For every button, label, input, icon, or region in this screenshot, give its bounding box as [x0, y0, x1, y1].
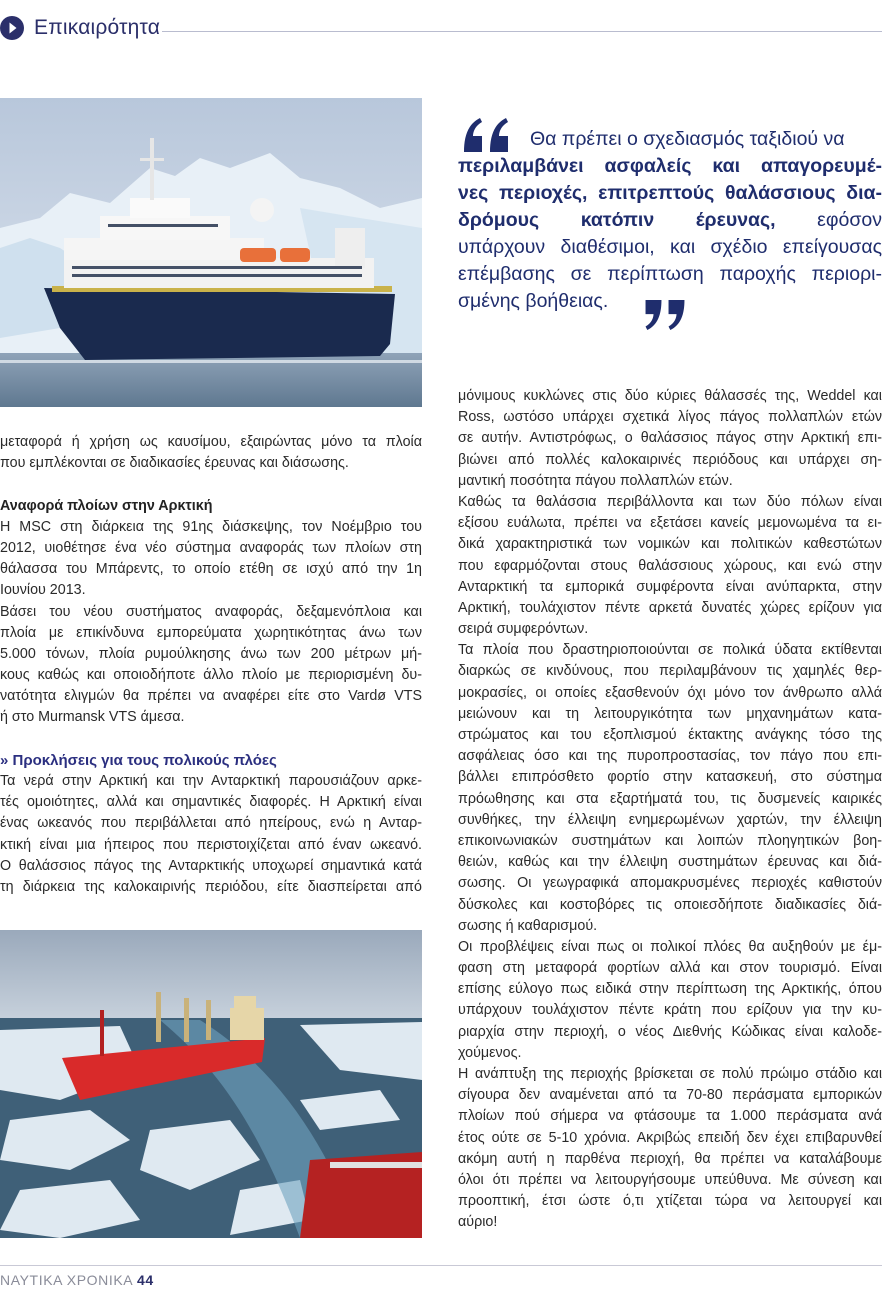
footer [0, 1272, 154, 1288]
text-line: τη διάρκεια της καλοκαιρινής περιόδου, είτε διασπείρεται από [0, 878, 422, 895]
footer-rule [0, 1265, 882, 1266]
pull-quote [458, 112, 882, 342]
page-number: 44 [136, 1272, 154, 1288]
text-line: μαντική ποσότητα πάγου πολλαπλών ετών. [458, 472, 733, 489]
text-line: ασφάλειας όσο και της πυροπροστασίας, τον πάγο που επι- [458, 748, 882, 765]
text-line: Τα νερά στην Αρκτική και την Ανταρκτική παρουσιάζουν αρκε- [0, 773, 422, 789]
text-line: υπάρχουν τουλάχιστον πέντε κράτη που ερίζουν για την κυ- [458, 1002, 882, 1019]
quote-line: περιλαμβάνει ασφαλείς και απαγορευμέ- [458, 155, 882, 177]
text-line: 5.000 τόνων, πλοία ρυμούλκησης άνω των 200 μέτρων μή- [0, 645, 422, 662]
play-circle-icon [0, 16, 24, 40]
section-header [0, 14, 882, 44]
text-line: Καθώς τα θαλάσσια περιβάλλοντα και των δύο πόλων είναι [458, 493, 882, 510]
text-line: σωσης. Οι γεωγραφικά απομακρυσμένες περιοχές καθιστούν [458, 875, 882, 892]
text-line: πλοίων πού σήμερα να φτάσουμε τα 1.000 περάσματα ανά [458, 1108, 882, 1125]
text-line: μόνιμους κυκλώνες στις δύο κύριες θάλασσές της, Weddel και [458, 388, 882, 404]
text-line: Αρκτική, τουλάχιστον πέντε αρκετά δυνατές χώρες ερίζουν για [458, 599, 882, 616]
photo-ship-iceberg [0, 98, 422, 407]
text-line: Τα πλοία που δραστηριοποιούνται σε πολικά ύδατα εκτίθενται [458, 642, 882, 659]
text-line: επικοινωνιακών συστημάτων και λοιπών πλοηγητικών βοη- [458, 832, 882, 849]
text-line: διαρκώς σε κινδύνους, που περιλαμβάνουν τις χαμηλές θερ- [458, 663, 882, 680]
quote-line: νες περιοχές, επιτρεπτούς θαλάσσιους δια- [458, 182, 882, 204]
left-column [0, 432, 422, 898]
text-line: βιώνει από πολλές καλοκαιρινές περιόδους και υπάρχει ση- [458, 451, 882, 468]
text-line: ή στο Murmansk VTS άμεσα. [0, 709, 185, 726]
text-line: βάλλει επιπρόσθετο φορτίο στην κατασκευή, στο σύστημα [458, 769, 882, 786]
text-line: έτος ούτε σε 5-10 χρόνια. Ακριβώς επειδή δεν έχει επιβαρυνθεί [458, 1129, 882, 1146]
quote-line: επέμβασης σε περίπτωση παροχής περιορι- [458, 263, 882, 285]
text-line: σε αυτήν. Αντιστρόφως, ο θαλάσσιος πάγος στην Αρκτική επι- [458, 430, 882, 447]
text-line: δικά χαρακτηριστικά των νομικών και πολιτικών καθεστώτων [458, 536, 882, 553]
quote-line: υπάρχουν διαθέσιμοι, και σχέδιο επείγουσας [458, 236, 882, 258]
text-line: συνθήκες, την έλλειψη ενημερωμένων χαρτών, την έλλειψη [458, 811, 882, 828]
text-line: εξίσου ευάλωτα, πρέπει να εξετάσει κανείς μεμονωμένα τα ει- [458, 515, 882, 532]
section-heading-reporting: Αναφορά πλοίων στην Αρκτική [0, 497, 213, 514]
text-line: μοκρασίες, οι οποίες εξασθενούν όχι μόνο τον άνθρωπο αλλά [458, 684, 882, 701]
text-line: Ανταρκτική τα εμπορικά συμφέροντα είναι ανύπαρκτα, στην [458, 578, 882, 595]
text-line: πρόωθησης και στα εξαρτήματά του, τις δυσμενείς καιρικές [458, 790, 882, 807]
photo-cargo-ship-ice [0, 930, 422, 1238]
text-line: Οι προβλέψεις είναι πως οι πολικοί πλόες θα αυξηθούν με έμ- [458, 938, 882, 955]
text-line: κτική είναι μια ήπειρος που περιστοιχίζεται από έναν ωκεανό. [0, 836, 422, 853]
text-line: Ιουνίου 2013. [0, 582, 86, 599]
text-line: Ο θαλάσσιος πάγος της Ανταρκτικής υποχωρεί σημαντικά κατά [0, 857, 422, 874]
text-line: δύσκολες και κοστοβόρες τις οποιεσδήποτε διαδικασίες διά- [458, 896, 882, 913]
text-line: προοπτική, έτσι ώστε ό,τι χτίζεται τώρα να λειτουργεί και [458, 1193, 882, 1210]
text-line: σωσης ή καθαρισμού. [458, 917, 598, 934]
magazine-name: ΝΑΥΤΙΚΑ ΧΡΟΝΙΚΑ [0, 1272, 133, 1288]
text-line: φαση στη μεταφορά φορτίων αλλά και στον τουρισμό. Είναι [458, 960, 882, 977]
text-line: θειών, καθώς και την έλλειψη συστημάτων έρευνας και διά- [458, 854, 882, 871]
text-line: όλοι ότι πρέπει να λειτουργήσουμε υπεύθυνα. Με σύνεση και [458, 1171, 882, 1188]
text-line: νατότητα ελιγμών θα πρέπει να αναφέρει είτε στο Vardø VTS [0, 688, 422, 705]
text-line: Ross, ωστόσο υπάρχει σχετικά λίγος πάγος πολλαπλών ετών [458, 409, 882, 426]
quote-line: σμένης βοήθειας. [458, 290, 609, 312]
chevron-right-icon: » [0, 751, 9, 769]
text-line: Η MSC στη διάρκεια της 91ης διάσκεψης, τον Νοέμβριο του [0, 518, 422, 535]
quote-line: Θα πρέπει ο σχεδιασμός ταξιδιού να [530, 128, 845, 150]
quote-close-icon [642, 296, 688, 334]
section-heading-challenges: » Προκλήσεις για τους πολικούς πλόες [0, 751, 277, 769]
text-line: τές ομοιότητες, αλλά και σημαντικές διαφορές. Η Αρκτική είναι [0, 794, 422, 811]
right-column [458, 386, 882, 1234]
text-line: που εφαρμόζονται στους θαλάσσιους χώρους, και ενώ στην [458, 557, 882, 574]
text-line: μειώνουν και τη λειτουργικότητα των μηχανημάτων κατα- [458, 705, 882, 722]
text-line: Βάσει του νέου συστήματος αναφοράς, δεξαμενόπλοια και [0, 603, 422, 620]
text-line: ένας ωκεανός που περιβάλλεται από ηπείρους, ενώ η Ανταρ- [0, 815, 422, 832]
text-line: πλοία με επικίνδυνα εμπορεύματα χωρητικότητας άνω των [0, 624, 422, 641]
text-line: ακόμη αυτή η παρθένα περιοχή, θα πρέπει να καταλάβουμε [458, 1150, 882, 1167]
text-line: μεταφορά ή χρήση ως καυσίμου, εξαιρώντας μόνο τα πλοία [0, 434, 422, 450]
text-line: κους καθώς και οποιοδήποτε άλλο πλοίο με περιορισμένη δυ- [0, 667, 422, 684]
quote-line: δρόμους κατόπιν έρευνας, εφόσον [458, 209, 882, 231]
text-line: θάλασσα του Μπάρεντς, το οποίο ετέθη σε ισχύ από την 1η [0, 561, 422, 578]
text-line: σειρά συμφερόντων. [458, 621, 589, 638]
text-line: στρώματος και του εξοπλισμού έκτακτης ανάγκης τόσο της [458, 727, 882, 743]
header-rule [162, 31, 882, 32]
text-line: που εμπλέκονται σε διαδικασίες έρευνας και διάσωσης. [0, 455, 349, 472]
text-line: σίγουρα δεν αναμένεται από τα 70-80 περάσματα εμπορικών [458, 1087, 882, 1104]
text-line: αύριο! [458, 1214, 498, 1231]
text-line: επίσης εύλογο πως ειδικά στην περίπτωση της Αρκτικής, όπου [458, 981, 882, 998]
section-title: Επικαιρότητα [34, 16, 161, 39]
text-line: 2012, υιοθέτησε ένα νέο σύστημα αναφοράς των πλοίων στη [0, 539, 422, 556]
text-line: Η ανάπτυξη της περιοχής βρίσκεται σε πολύ πρώιμο στάδιο και [458, 1066, 882, 1082]
text-line: χούμενος. [458, 1044, 522, 1061]
text-line: ριαρχία στην περιοχή, ο νέος Διεθνής Κώδικας είναι καλοδε- [458, 1023, 882, 1040]
